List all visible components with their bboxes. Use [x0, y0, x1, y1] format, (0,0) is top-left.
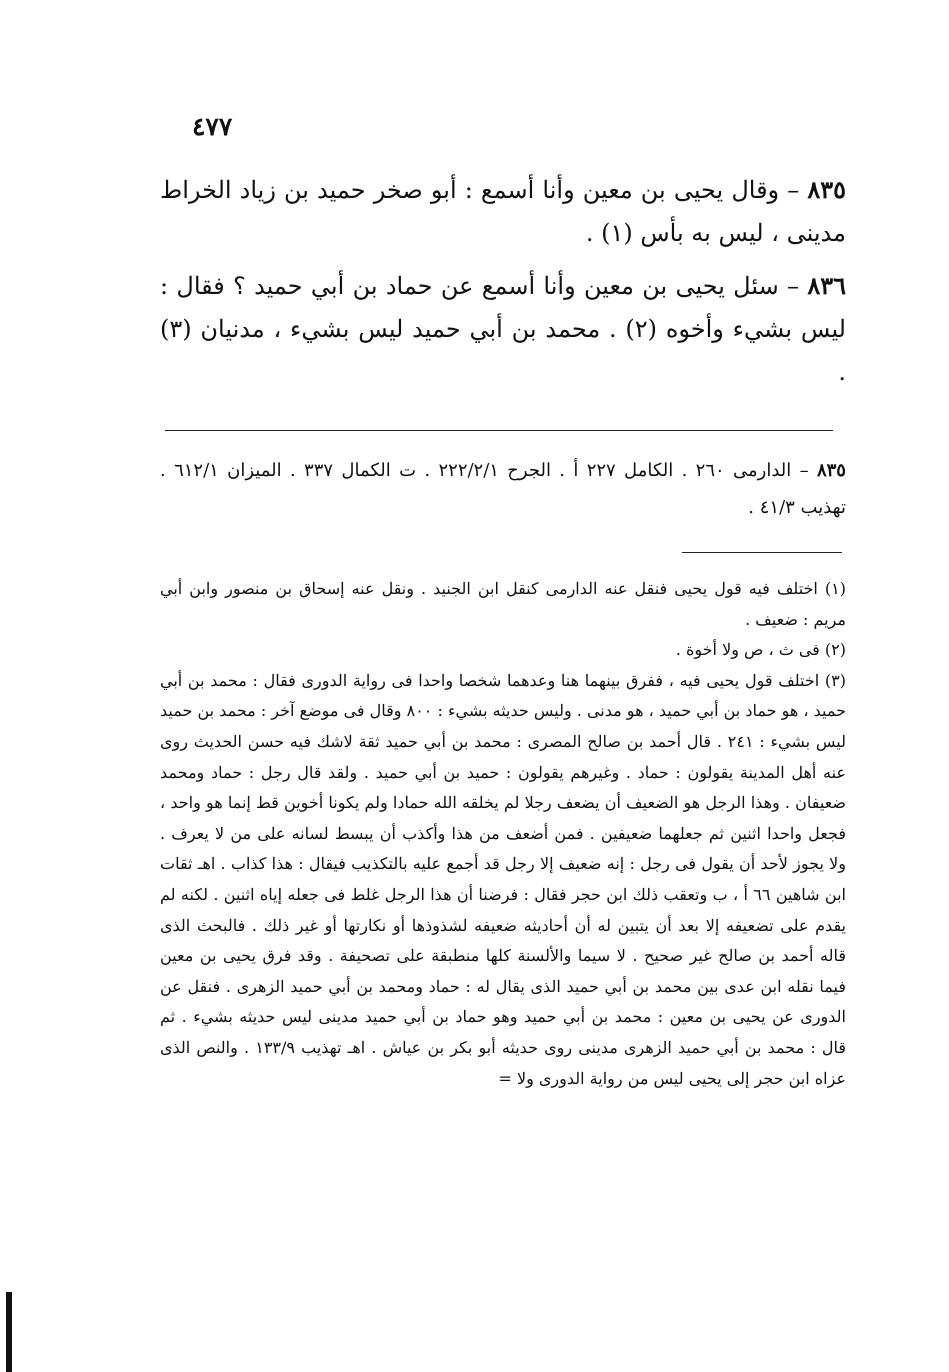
main-text — [160, 168, 846, 403]
entry-text: – وقال يحيى بن معين وأنا أسمع : أبو صخر حميد بن زياد الخراط مدينى ، ليس به بأس (١) . — [160, 176, 846, 247]
entry-text: – سئل يحيى بن معين وأنا أسمع عن حماد بن أبي حميد ؟ فقال : ليس بشيء وأخوه (٢) . محمد بن أبي حميد ليس بشيء ، مدنيان (٣) . — [160, 272, 846, 386]
entry-number: ٨٣٦ — [807, 271, 846, 300]
source-number: ٨٣٥ — [816, 460, 846, 481]
footnote-separator — [682, 552, 842, 553]
source-entry — [160, 452, 846, 526]
entry-835 — [160, 168, 846, 255]
main-separator — [165, 430, 833, 431]
entry-836 — [160, 264, 846, 394]
footnote-3: (٣) اختلف قول يحيى فيه ، ففرق بينهما هنا وعدهما شخصا واحدا فى رواية الدورى فقال : محمد بن أبي حميد ، هو حماد بن أبي حميد ، هو مدنى . وليس حديثه بشيء : ٨٠٠ وقال فى موضع آخر : محمد بن حميد ليس بشيء : ٢٤١ . قال أحمد بن صالح المصرى : محمد بن أبي حميد ثقة لاشك فيه حسن الحديث روى عنه أهل المدينة يقولون : حماد . وغيرهم يقولون : حميد بن أبي حميد . ولقد قال رجل : حماد ومحمد ضعيفان . وهذا الرجل هو الضعيف أن يضعف رجلا لم يخلقه الله حمادا ولم يكونا أخوين قط إنما هو واحد ، فجعل واحدا اثنين ثم جعلهما ضعيفين . فمن أضعف من هذا وأكذب أن يبسط لسانه على من لا يعرف . ولا يجوز لأحد أن يقول فى رجل : إنه ضعيف إلا رجل قد أجمع عليه بالتكذيب فيقال : هذا كذاب . اهـ ثقات ابن شاهين ٦٦ أ ، ب وتعقب ذلك ابن حجر فقال : فرضنا أن هذا الرجل غلط فى جعله إياه اثنين . لكنه لم يقدم على تضعيفه إلا بعد أن يتبين له أن أحاديثه ضعيفه لشذوذها أو نكارتها أو غير ذلك . فالبحث الذى قاله أحمد بن صالح غير صحيح . لا سيما والألسنة كلها منطبقة على تصحيفة . وقد فرق يحيى بن معين فيما نقله ابن عدى بين محمد بن أبي حميد الذى يقال له : حماد ومحمد بن أبي حميد الزهرى . فنقل عن الدورى عن يحيى بن معين : محمد بن أبي حميد وهو حماد بن أبي حميد مدينى ليس حديثه بشيء . ثم قال : محمد بن أبي حميد الزهرى مدينى روى حديثه أبو بكر بن عياش . اهـ تهذيب ١٣٣/٩ . والنص الذى عزاه ابن حجر إلى يحيى ليس من رواية الدورى ولا = — [160, 670, 847, 1088]
source-text: – الدارمى ٢٦٠ . الكامل ٢٢٧ أ . الجرح ٢٢٢/٢/١ . ت الكمال ٣٣٧ . الميزان ٦١٢/١ . تهذيب ٤١/٣ . — [160, 460, 846, 518]
entry-number: ٨٣٥ — [807, 175, 846, 204]
page-number: ٤٧٧ — [192, 112, 233, 141]
scan-margin-mark — [6, 1292, 12, 1372]
footnote-2: (٢) فى ث ، ص ولا أخوة . — [675, 640, 846, 660]
sources-section — [160, 452, 846, 530]
footnotes-section — [160, 574, 846, 1094]
footnote-1: (١) اختلف فيه قول يحيى فنقل عنه الدارمى كنقل ابن الجنيد . ونقل عنه إسحاق بن منصور وابن أبي مريم : ضعيف . — [160, 579, 846, 629]
